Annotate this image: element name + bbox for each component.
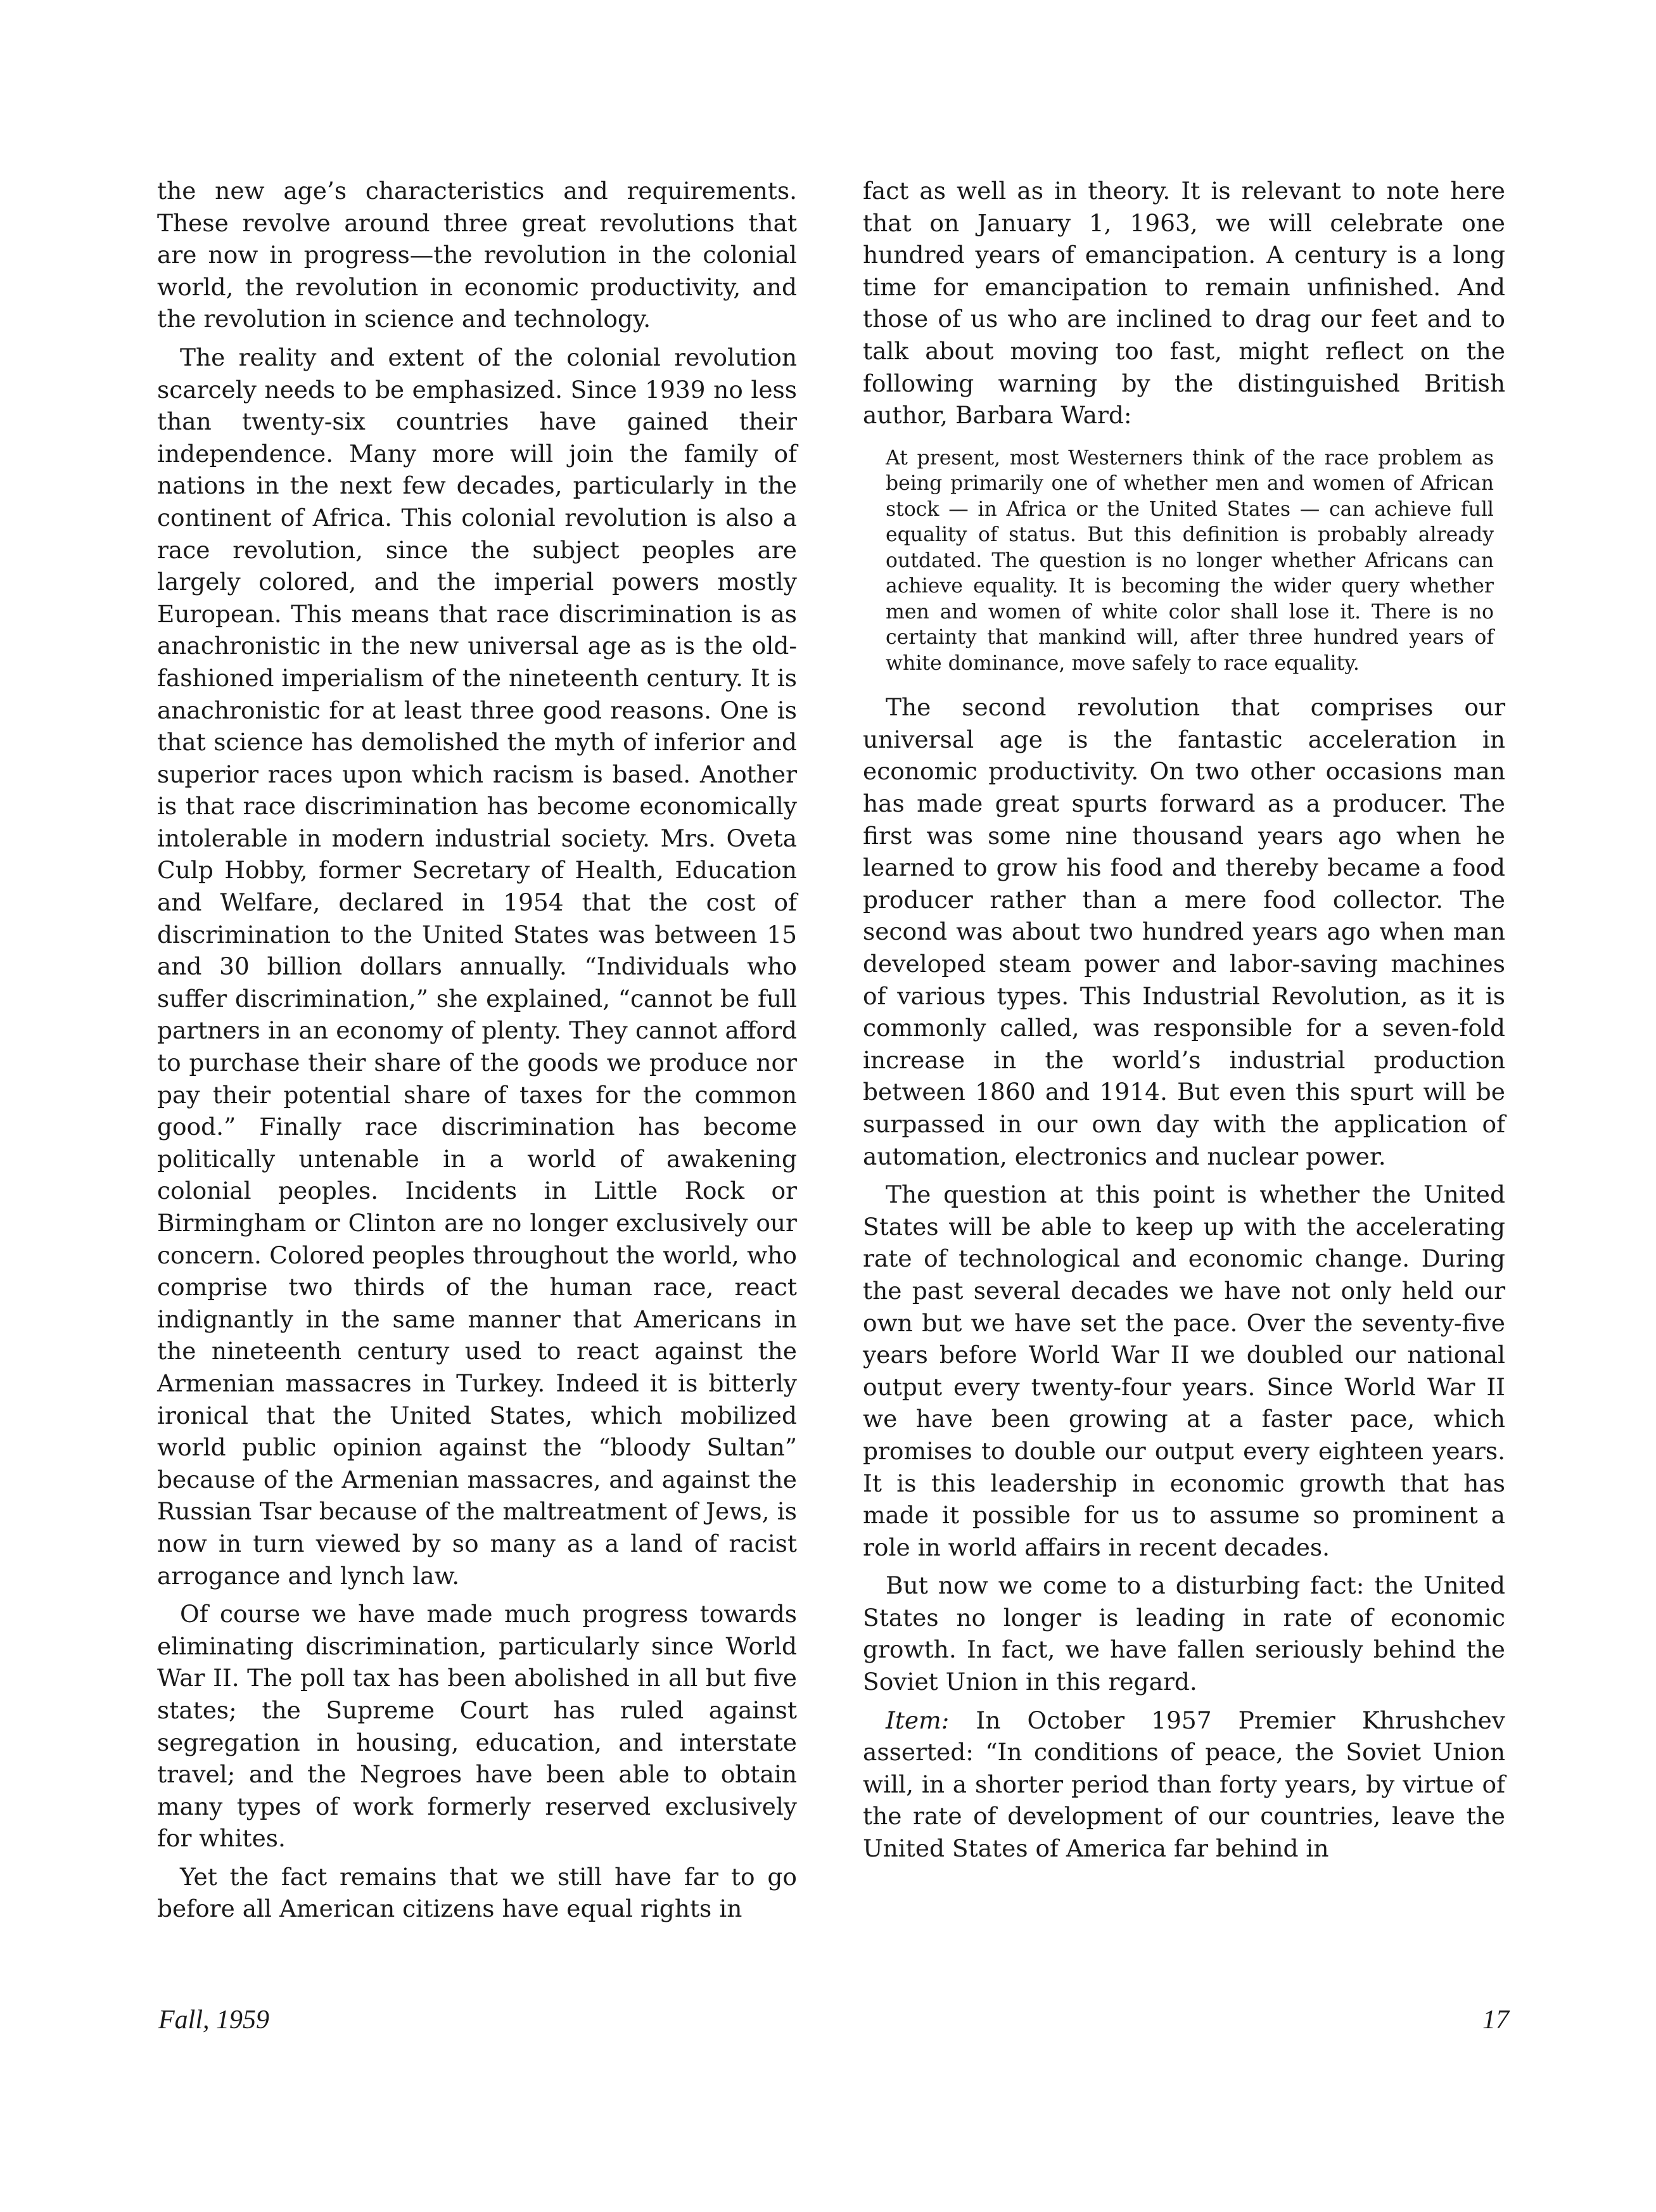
left-column — [157, 175, 797, 1931]
paragraph-item-khrushchev — [863, 1704, 1505, 1865]
right-column — [863, 175, 1505, 1871]
paragraph-progress: Of course we have made much progress towards eliminating discrimination, particularly since World War II. The poll tax has been abolished in all but five states; the Supreme Court has ruled against segregation in housing, education, and interstate travel; and the Negroes have been able to obtain many types of work formerly reserved exclusively for whites. — [157, 1600, 797, 1853]
block-quote-barbara-ward: At present, most Westerners think of the race problem as being primarily one of whether men and women of African stock — in Africa or the United States — can achieve full equality of status. But this definition is probably already outdated. The question is no longer whether Africans can achieve equality. It is becoming the wider query whether men and women of white color shall lose it. There is no certainty that mankind will, after three hundred years of white dominance, move safely to race equality. — [886, 446, 1494, 675]
paragraph-disturbing-fact: But now we come to a disturbing fact: the United States no longer is leading in rate of economic growth. In fact, we have fallen seriously behind the Soviet Union in this regard. — [863, 1571, 1505, 1696]
paragraph-colonial-revolution: The reality and extent of the colonial revolution scarcely needs to be emphasized. Since 1939 no less than twenty-six countries have gained their independence. Many more will join the family of nations in the next few decades, particularly in the continent of Africa. This colonial revolution is also a race revolution, since the subject peoples are largely colored, and the imperial powers mostly European. This means that race discrimination is as anachronistic in the new universal age as is the old-fashioned imperialism of the nineteenth century. It is anachronistic for at least three good reasons. One is that science has demolished the myth of inferior and superior races upon which racism is based. Another is that race discrimination has become economically intolerable in modern industrial society. Mrs. Oveta Culp Hobby, former Secretary of Health, Education and Welfare, declared in 1954 that the cost of discrimination to the United States was between 15 and 30 billion dollars annually. “Individuals who suffer discrimination,” she explained, “cannot be full partners in an economy of plenty. They cannot afford to purchase their share of the goods we produce nor pay their potential share of taxes for the common good.” Finally race discrimination has become politically untenable in a world of awakening colonial peoples. Incidents in Little Rock or Birmingham or Clinton are no longer exclusively our concern. Colored peoples throughout the world, who comprise two thirds of the human race, react indignantly in the same manner that Americans in the nineteenth century used to react against the Armenian massacres in Turkey. Indeed it is bitterly ironical that the United States, which mobilized world public opinion against the “bloody Sultan” because of the Armenian massacres, and against the Russian Tsar because of the maltreatment of Jews, is now in turn viewed by so many as a land of racist arrogance and lynch law. — [157, 343, 797, 1590]
paragraph-emancipation: fact as well as in theory. It is relevant to note here that on January 1, 1963, we will celebrate one hundred years of emancipation. A century is a long time for emancipation to remain unfinished. And those of us who are inclined to drag our feet and to talk about moving too fast, might reflect on the following warning by the distinguished British author, Barbara Ward: — [863, 177, 1505, 430]
page-number: 17 — [1482, 2005, 1509, 2035]
paragraph-keeping-up: The question at this point is whether the United States will be able to keep up with the accelerating rate of technological and economic change. During the past several decades we have not only held our own but we have set the pace. Over the seventy-five years before World War II we doubled our national output every twenty-four years. Since World War II we have been growing at a faster pace, which promises to double our output every eighteen years. It is this leadership in economic growth that has made it possible for us to assume so prominent a role in world affairs in recent decades. — [863, 1180, 1505, 1561]
item-label: Item: — [886, 1706, 950, 1734]
item-text: In October 1957 Premier Khrushchev asserted: “In conditions of peace, the Soviet Union will, in a shorter period than forty years, by virtue of the rate of development of our countries, leave the United States of America far behind in — [863, 1706, 1505, 1863]
paragraph-continuation: the new age’s characteristics and requirements. These revolve around three great revolutions that are now in progress—the revolution in the colonial world, the revolution in economic productivity, and the revolution in science and technology. — [157, 177, 797, 333]
issue-date: Fall, 1959 — [158, 2005, 269, 2035]
paragraph-equal-rights: Yet the fact remains that we still have far to go before all American citizens have equal rights in — [157, 1862, 797, 1923]
paragraph-economic-productivity: The second revolution that comprises our universal age is the fantastic acceleration in economic productivity. On two other occasions man has made great spurts forward as a producer. The first was some nine thousand years ago when he learned to grow his food and thereby became a food producer rather than a mere food collector. The second was about two hundred years ago when man developed steam power and labor-saving machines of various types. This Industrial Revolution, as it is commonly called, was responsible for a seven-fold increase in the world’s industrial production between 1860 and 1914. But even this spurt will be surpassed in our own day with the application of automation, electronics and nuclear power. — [863, 693, 1505, 1170]
